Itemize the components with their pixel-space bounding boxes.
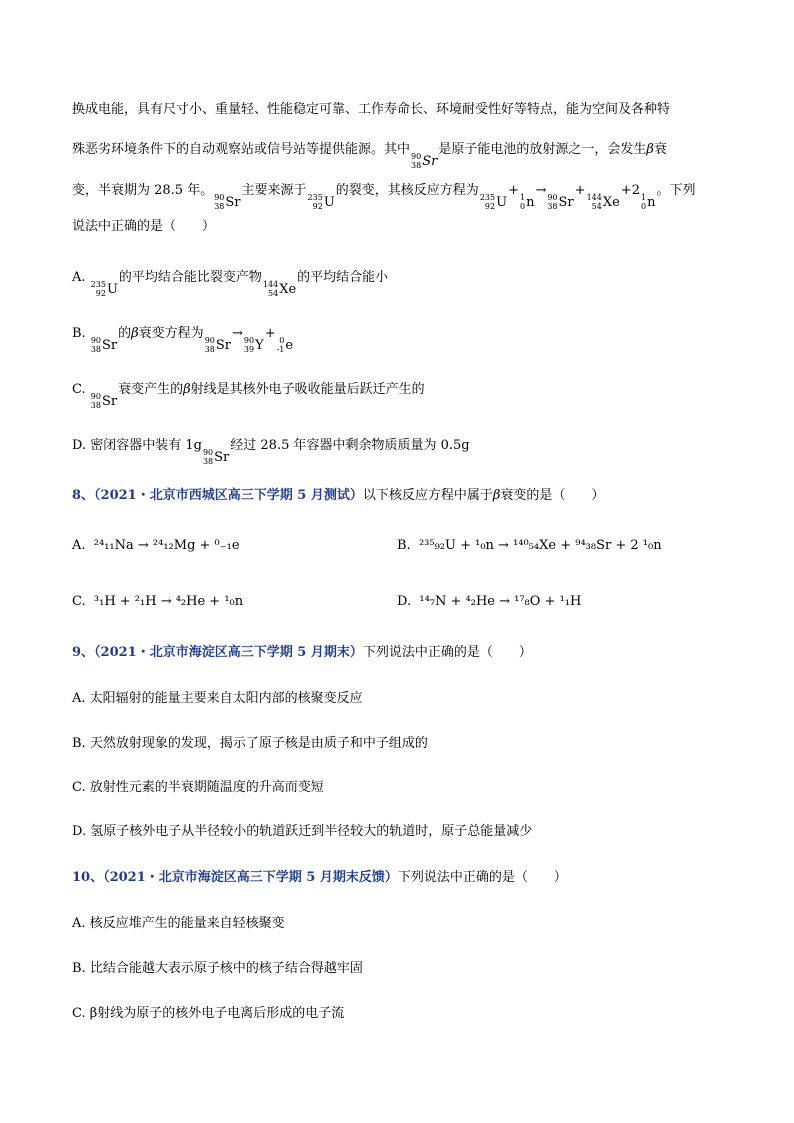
q8-heading: 8、（2021・北京市西城区高三下学期 5 月测试）以下核反应方程中属于β衰变的是（ ）	[72, 488, 605, 503]
q10-option-b: B. 比结合能越大表示原子核中的核子结合得越牢固	[72, 961, 363, 976]
q8-option-b: B. ²³⁵₉₂U + ¹₀n → ¹⁴⁰₅₄Xe + ⁹⁴₃₈Sr + 2 ¹₀n	[397, 538, 662, 553]
q7-option-d: D. 密闭容器中装有 1g 90 38 Sr 经过 28.5 年容器中剩余物质质量为 0.5g	[72, 438, 470, 466]
q7-option-b: B. 90 38 Sr 的β衰变方程为 90 38 Sr → 90 39 Y + 0 -1 e	[72, 326, 294, 354]
equation-fission: 235 92 U	[479, 193, 508, 211]
q8-option-d: D. ¹⁴₇N + ⁴₂He → ¹⁷₈O + ¹₁H	[397, 594, 582, 609]
intro-line-1: 换成电能，具有尺寸小、重量轻、性能稳定可靠、工作寿命长、环境耐受性好等特点，能为空间及各种特	[72, 102, 671, 117]
q9-option-c: C. 放射性元素的半衰期随温度的升高而变短	[72, 780, 324, 795]
q7-option-c: C. 90 38 Sr 衰变产生的β射线是其核外电子吸收能量后跃迁产生的	[72, 382, 425, 410]
intro-line-3: 变，半衰期为 28.5 年。 90 38 Sr 主要来源于 235 92 U 的裂变，其核反应方程为 235 92 U + 1 0 n → 90 38 Sr + 144 54 Xe +2 1 0 n 。下列	[72, 183, 696, 211]
q8-option-c: C. ³₁H + ²₁H → ⁴₂He + ¹₀n	[72, 594, 244, 609]
q9-option-a: A. 太阳辐射的能量主要来自太阳内部的核聚变反应	[72, 691, 363, 706]
nuclide-sr90: 90 38 Sr	[411, 152, 438, 170]
q9-heading: 9、（2021・北京市海淀区高三下学期 5 月期末）下列说法中正确的是（ ）	[72, 645, 532, 660]
intro-line-2: 殊恶劣环境条件下的自动观察站或信号站等提供能源。其中 90 38 Sr 是原子能电池的放射源之一，会发生β衰	[72, 142, 667, 170]
q7-option-a: A. 235 92 U 的平均结合能比裂变产物 144 54 Xe 的平均结合能小	[72, 270, 389, 298]
q10-heading: 10、（2021・北京市海淀区高三下学期 5 月期末反馈）下列说法中正确的是（ ）	[72, 870, 567, 885]
q9-option-d: D. 氢原子核外电子从半径较小的轨道跃迁到半径较大的轨道时，原子总能量减少	[72, 824, 533, 839]
q10-option-c: C. β射线为原子的核外电子电离后形成的电子流	[72, 1006, 345, 1021]
q10-option-a: A. 核反应堆产生的能量来自轻核聚变	[72, 916, 285, 931]
intro-line-4: 说法中正确的是（ ）	[72, 219, 216, 234]
q9-option-b: B. 天然放射现象的发现，揭示了原子核是由质子和中子组成的	[72, 736, 428, 751]
q8-option-a: A. ²⁴₁₁Na → ²⁴₁₂Mg + ⁰₋₁e	[72, 538, 240, 553]
